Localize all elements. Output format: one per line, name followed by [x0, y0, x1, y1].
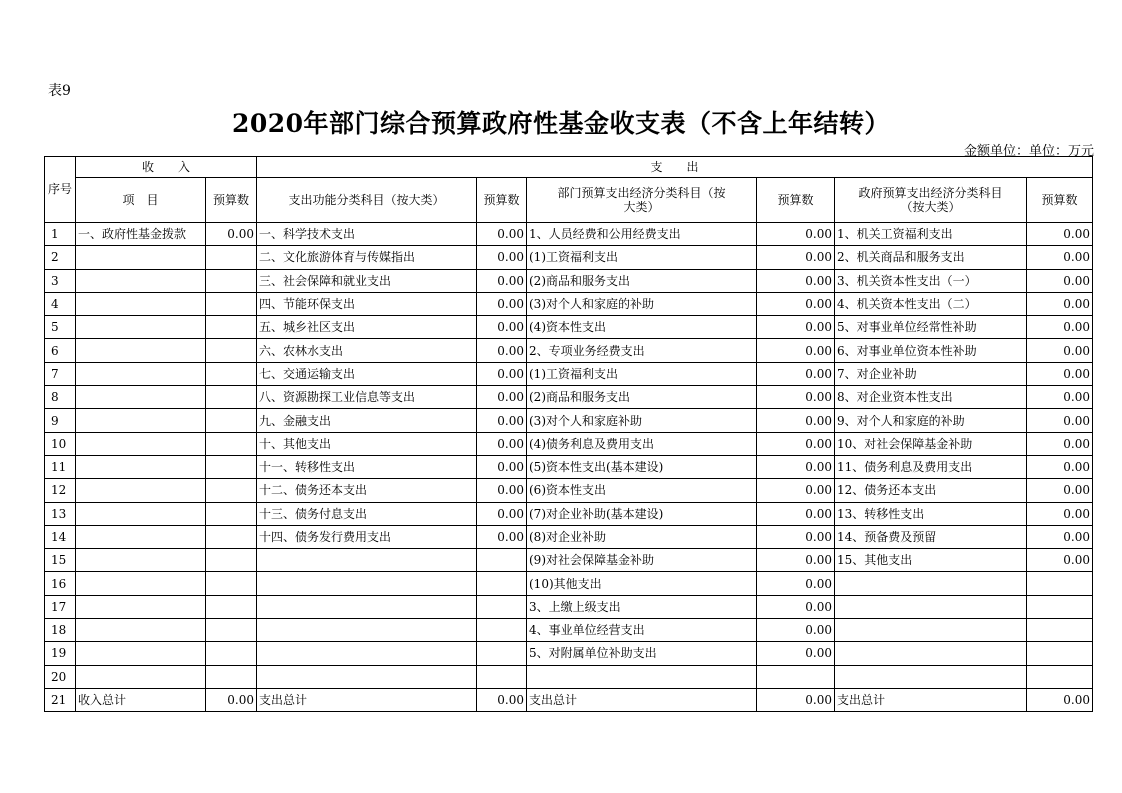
cell-gov-item: 6、对事业单位资本性补助	[835, 339, 1027, 362]
cell-income-amount	[206, 525, 257, 548]
cell-func-amount: 0.00	[477, 292, 527, 315]
cell-dept-amount: 0.00	[757, 269, 835, 292]
cell-gov-item: 12、债务还本支出	[835, 479, 1027, 502]
cell-gov-amount: 0.00	[1027, 479, 1093, 502]
cell-income-item	[76, 292, 206, 315]
cell-func-amount	[477, 642, 527, 665]
table-row	[45, 479, 1093, 502]
cell-func-amount: 0.00	[477, 386, 527, 409]
table-row	[45, 386, 1093, 409]
cell-dept-item: (9)对社会保障基金补助	[527, 549, 757, 572]
cell-gov-item: 10、对社会保障基金补助	[835, 432, 1027, 455]
cell-seq: 7	[45, 362, 76, 385]
cell-func-amount: 0.00	[477, 246, 527, 269]
cell-seq: 12	[45, 479, 76, 502]
cell-income-item	[76, 246, 206, 269]
cell-gov-item: 13、转移性支出	[835, 502, 1027, 525]
cell-dept-amount: 0.00	[757, 549, 835, 572]
cell-gov-amount: 0.00	[1027, 455, 1093, 478]
header-row-group	[45, 157, 1093, 178]
amount-unit-label: 金额单位：单位：万元	[963, 144, 1094, 159]
cell-gov-amount: 0.00	[1027, 223, 1093, 246]
cell-seq: 13	[45, 502, 76, 525]
header-income-group: 收 入	[76, 157, 257, 178]
cell-gov-item: 8、对企业资本性支出	[835, 386, 1027, 409]
table-row	[45, 595, 1093, 618]
cell-dept-item: (1)工资福利支出	[527, 246, 757, 269]
cell-income-amount: 0.00	[206, 688, 257, 711]
cell-func-amount: 0.00	[477, 502, 527, 525]
cell-func-item	[257, 549, 477, 572]
cell-gov-amount: 0.00	[1027, 292, 1093, 315]
cell-gov-item	[835, 665, 1027, 688]
cell-income-item	[76, 619, 206, 642]
cell-func-item: 十三、债务付息支出	[257, 502, 477, 525]
cell-func-item	[257, 619, 477, 642]
cell-func-amount: 0.00	[477, 339, 527, 362]
cell-income-item	[76, 316, 206, 339]
cell-func-amount	[477, 619, 527, 642]
cell-dept-item: 2、专项业务经费支出	[527, 339, 757, 362]
cell-func-amount: 0.00	[477, 432, 527, 455]
cell-dept-item: (7)对企业补助(基本建设)	[527, 502, 757, 525]
cell-seq: 16	[45, 572, 76, 595]
table-row	[45, 362, 1093, 385]
cell-func-amount: 0.00	[477, 409, 527, 432]
table-row	[45, 502, 1093, 525]
cell-income-amount	[206, 455, 257, 478]
cell-gov-item: 支出总计	[835, 688, 1027, 711]
cell-dept-item: (5)资本性支出(基本建设)	[527, 455, 757, 478]
cell-dept-amount: 0.00	[757, 246, 835, 269]
header-func-budget: 预算数	[477, 178, 527, 223]
table-row	[45, 339, 1093, 362]
cell-gov-item: 4、机关资本性支出（二）	[835, 292, 1027, 315]
cell-seq: 19	[45, 642, 76, 665]
cell-income-amount	[206, 595, 257, 618]
cell-dept-item: 4、事业单位经营支出	[527, 619, 757, 642]
cell-income-amount	[206, 619, 257, 642]
cell-func-item: 八、资源勘探工业信息等支出	[257, 386, 477, 409]
cell-func-item: 十四、债务发行费用支出	[257, 525, 477, 548]
cell-income-amount	[206, 362, 257, 385]
cell-income-amount: 0.00	[206, 223, 257, 246]
cell-income-item	[76, 386, 206, 409]
header-row-columns	[45, 178, 1093, 223]
cell-gov-item	[835, 595, 1027, 618]
cell-gov-item	[835, 642, 1027, 665]
cell-gov-item: 2、机关商品和服务支出	[835, 246, 1027, 269]
cell-income-item	[76, 525, 206, 548]
cell-gov-amount: 0.00	[1027, 316, 1093, 339]
cell-dept-amount: 0.00	[757, 595, 835, 618]
cell-seq: 8	[45, 386, 76, 409]
cell-gov-amount: 0.00	[1027, 432, 1093, 455]
cell-func-amount: 0.00	[477, 269, 527, 292]
cell-dept-item: (2)商品和服务支出	[527, 269, 757, 292]
cell-income-item	[76, 362, 206, 385]
cell-seq: 20	[45, 665, 76, 688]
table-row	[45, 292, 1093, 315]
table-row	[45, 223, 1093, 246]
cell-income-amount	[206, 316, 257, 339]
cell-dept-amount: 0.00	[757, 502, 835, 525]
cell-gov-amount: 0.00	[1027, 269, 1093, 292]
cell-dept-item: (10)其他支出	[527, 572, 757, 595]
cell-dept-item: 5、对附属单位补助支出	[527, 642, 757, 665]
table-row	[45, 688, 1093, 711]
header-income-budget: 预算数	[206, 178, 257, 223]
cell-seq: 21	[45, 688, 76, 711]
table-number-label: 表9	[48, 83, 71, 99]
cell-gov-amount: 0.00	[1027, 525, 1093, 548]
cell-income-item	[76, 479, 206, 502]
cell-func-item	[257, 642, 477, 665]
cell-seq: 2	[45, 246, 76, 269]
cell-func-amount	[477, 549, 527, 572]
table-row	[45, 572, 1093, 595]
header-income-item: 项 目	[76, 178, 206, 223]
cell-func-item: 十一、转移性支出	[257, 455, 477, 478]
cell-func-item: 七、交通运输支出	[257, 362, 477, 385]
cell-func-amount: 0.00	[477, 316, 527, 339]
cell-gov-amount: 0.00	[1027, 246, 1093, 269]
header-expense-group: 支 出	[257, 157, 1093, 178]
cell-dept-item: 支出总计	[527, 688, 757, 711]
cell-func-item	[257, 595, 477, 618]
cell-dept-item: (3)对个人和家庭的补助	[527, 292, 757, 315]
cell-func-amount	[477, 595, 527, 618]
cell-seq: 14	[45, 525, 76, 548]
cell-gov-amount: 0.00	[1027, 386, 1093, 409]
cell-gov-item	[835, 572, 1027, 595]
cell-income-item	[76, 549, 206, 572]
cell-dept-amount: 0.00	[757, 409, 835, 432]
table-row	[45, 269, 1093, 292]
table-row	[45, 665, 1093, 688]
cell-income-amount	[206, 665, 257, 688]
cell-gov-item: 15、其他支出	[835, 549, 1027, 572]
cell-income-item: 收入总计	[76, 688, 206, 711]
cell-income-item	[76, 432, 206, 455]
cell-income-amount	[206, 386, 257, 409]
cell-income-amount	[206, 502, 257, 525]
cell-dept-item	[527, 665, 757, 688]
cell-gov-amount: 0.00	[1027, 502, 1093, 525]
cell-income-item: 一、政府性基金拨款	[76, 223, 206, 246]
cell-func-amount: 0.00	[477, 362, 527, 385]
cell-seq: 18	[45, 619, 76, 642]
table-row	[45, 246, 1093, 269]
cell-income-amount	[206, 432, 257, 455]
cell-gov-amount	[1027, 665, 1093, 688]
cell-gov-item: 9、对个人和家庭的补助	[835, 409, 1027, 432]
cell-dept-item: (4)债务利息及费用支出	[527, 432, 757, 455]
cell-func-amount	[477, 665, 527, 688]
cell-dept-item: (6)资本性支出	[527, 479, 757, 502]
cell-dept-item: 1、人员经费和公用经费支出	[527, 223, 757, 246]
cell-seq: 6	[45, 339, 76, 362]
cell-func-item: 九、金融支出	[257, 409, 477, 432]
cell-income-amount	[206, 549, 257, 572]
cell-dept-amount	[757, 665, 835, 688]
header-dept-budget: 预算数	[757, 178, 835, 223]
cell-func-item: 三、社会保障和就业支出	[257, 269, 477, 292]
cell-func-amount	[477, 572, 527, 595]
cell-income-amount	[206, 572, 257, 595]
cell-gov-item: 3、机关资本性支出（一）	[835, 269, 1027, 292]
cell-gov-item	[835, 619, 1027, 642]
cell-func-item	[257, 665, 477, 688]
cell-gov-amount	[1027, 572, 1093, 595]
cell-seq: 15	[45, 549, 76, 572]
cell-gov-amount	[1027, 642, 1093, 665]
cell-income-item	[76, 642, 206, 665]
cell-seq: 17	[45, 595, 76, 618]
cell-dept-amount: 0.00	[757, 292, 835, 315]
header-seq: 序号	[45, 157, 76, 223]
cell-income-item	[76, 572, 206, 595]
cell-dept-amount: 0.00	[757, 455, 835, 478]
cell-gov-amount: 0.00	[1027, 409, 1093, 432]
cell-dept-amount: 0.00	[757, 619, 835, 642]
cell-income-amount	[206, 339, 257, 362]
cell-func-item: 支出总计	[257, 688, 477, 711]
cell-dept-amount: 0.00	[757, 479, 835, 502]
cell-income-item	[76, 339, 206, 362]
cell-gov-amount: 0.00	[1027, 362, 1093, 385]
table-row	[45, 316, 1093, 339]
cell-gov-amount: 0.00	[1027, 549, 1093, 572]
cell-dept-amount: 0.00	[757, 572, 835, 595]
cell-dept-item: (2)商品和服务支出	[527, 386, 757, 409]
cell-income-amount	[206, 292, 257, 315]
cell-dept-amount: 0.00	[757, 432, 835, 455]
table-row	[45, 409, 1093, 432]
cell-gov-amount: 0.00	[1027, 339, 1093, 362]
cell-func-item: 四、节能环保支出	[257, 292, 477, 315]
cell-dept-item: 3、上缴上级支出	[527, 595, 757, 618]
cell-gov-item: 7、对企业补助	[835, 362, 1027, 385]
header-func-class: 支出功能分类科目（按大类）	[257, 178, 477, 223]
cell-income-item	[76, 502, 206, 525]
cell-dept-amount: 0.00	[757, 339, 835, 362]
cell-seq: 3	[45, 269, 76, 292]
cell-dept-item: (8)对企业补助	[527, 525, 757, 548]
cell-func-amount: 0.00	[477, 455, 527, 478]
cell-seq: 5	[45, 316, 76, 339]
cell-income-item	[76, 269, 206, 292]
cell-seq: 1	[45, 223, 76, 246]
cell-gov-item: 5、对事业单位经常性补助	[835, 316, 1027, 339]
cell-gov-amount: 0.00	[1027, 688, 1093, 711]
cell-dept-amount: 0.00	[757, 223, 835, 246]
cell-dept-amount: 0.00	[757, 642, 835, 665]
cell-income-amount	[206, 479, 257, 502]
cell-dept-amount: 0.00	[757, 688, 835, 711]
cell-func-item: 二、文化旅游体育与传媒指出	[257, 246, 477, 269]
cell-func-item: 十二、债务还本支出	[257, 479, 477, 502]
header-gov-econ: 政府预算支出经济分类科目（按大类）	[835, 178, 1027, 223]
cell-income-amount	[206, 409, 257, 432]
table-row	[45, 642, 1093, 665]
cell-income-item	[76, 665, 206, 688]
cell-func-item: 一、科学技术支出	[257, 223, 477, 246]
cell-func-item	[257, 572, 477, 595]
cell-dept-item: (3)对个人和家庭补助	[527, 409, 757, 432]
cell-seq: 4	[45, 292, 76, 315]
cell-income-item	[76, 595, 206, 618]
cell-dept-item: (4)资本性支出	[527, 316, 757, 339]
cell-income-item	[76, 455, 206, 478]
cell-dept-amount: 0.00	[757, 525, 835, 548]
budget-table	[44, 156, 1093, 712]
table-row	[45, 455, 1093, 478]
header-gov-budget: 预算数	[1027, 178, 1093, 223]
cell-dept-amount: 0.00	[757, 316, 835, 339]
table-row	[45, 619, 1093, 642]
cell-dept-amount: 0.00	[757, 362, 835, 385]
cell-income-item	[76, 409, 206, 432]
cell-gov-item: 14、预备费及预留	[835, 525, 1027, 548]
header-dept-econ: 部门预算支出经济分类科目（按大类）	[527, 178, 757, 223]
cell-func-item: 五、城乡社区支出	[257, 316, 477, 339]
cell-dept-item: (1)工资福利支出	[527, 362, 757, 385]
cell-func-amount: 0.00	[477, 479, 527, 502]
cell-seq: 10	[45, 432, 76, 455]
cell-income-amount	[206, 269, 257, 292]
page-title: 2020年部门综合预算政府性基金收支表（不含上年结转）	[231, 109, 891, 138]
cell-gov-amount	[1027, 595, 1093, 618]
cell-gov-item: 1、机关工资福利支出	[835, 223, 1027, 246]
cell-gov-item: 11、债务利息及费用支出	[835, 455, 1027, 478]
table-row	[45, 432, 1093, 455]
cell-func-amount: 0.00	[477, 525, 527, 548]
table-row	[45, 549, 1093, 572]
cell-seq: 9	[45, 409, 76, 432]
cell-func-amount: 0.00	[477, 688, 527, 711]
cell-func-item: 六、农林水支出	[257, 339, 477, 362]
table-row	[45, 525, 1093, 548]
cell-func-amount: 0.00	[477, 223, 527, 246]
cell-dept-amount: 0.00	[757, 386, 835, 409]
cell-seq: 11	[45, 455, 76, 478]
cell-func-item: 十、其他支出	[257, 432, 477, 455]
cell-income-amount	[206, 246, 257, 269]
cell-gov-amount	[1027, 619, 1093, 642]
cell-income-amount	[206, 642, 257, 665]
